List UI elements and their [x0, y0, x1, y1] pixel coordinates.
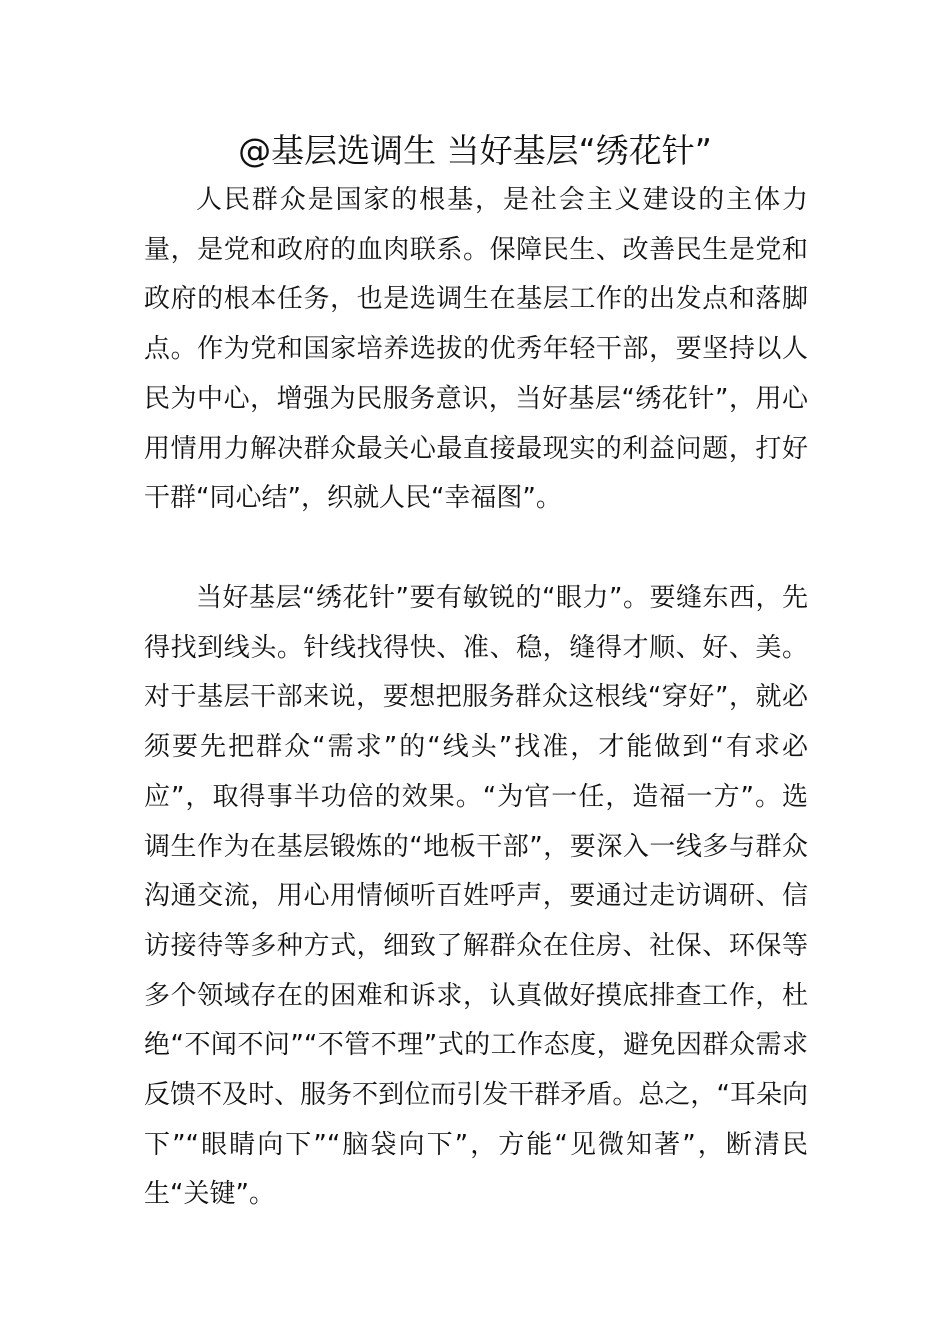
paragraph-section-eyesight: 当好基层“绣花针”要有敏锐的“眼力”。要缝东西，先得找到线头。针线找得快、准、稳，缝得才顺、好、美。对于基层干部来说，要想把服务群众这根线“穿好”，就必须要先把群众“需求”的“线头”找准，才能做到“有求必应”，取得事半功倍的效果。“为官一任，造福一方”。选调生作为在基层锻炼的“地板干部”，要深入一线多与群众沟通交流，用心用情倾听百姓呼声，要通过走访调研、信访接待等多种方式，细致了解群众在住房、社保、环保等多个领域存在的困难和诉求，认真做好摸底排查工作，杜绝“不闻不问”“不管不理”式的工作态度，避免因群众需求反馈不及时、服务不到位而引发干群矛盾。总之，“耳朵向下”“眼睛向下”“脑袋向下”，方能“见微知著”，断清民生“关键”。: [144, 583, 808, 1210]
paragraph-intro: 人民群众是国家的根基，是社会主义建设的主体力量，是党和政府的血肉联系。保障民生、改善民生是党和政府的根本任务，也是选调生在基层工作的出发点和落脚点。作为党和国家培养选拔的优秀年轻干部，要坚持以人民为中心，增强为民服务意识，当好基层“绣花针”，用心用情用力解决群众最关心最直接最现实的利益问题，打好干群“同心结”，织就人民“幸福图”。: [144, 185, 808, 514]
document-title: @基层选调生 当好基层“绣花针”: [238, 131, 712, 170]
